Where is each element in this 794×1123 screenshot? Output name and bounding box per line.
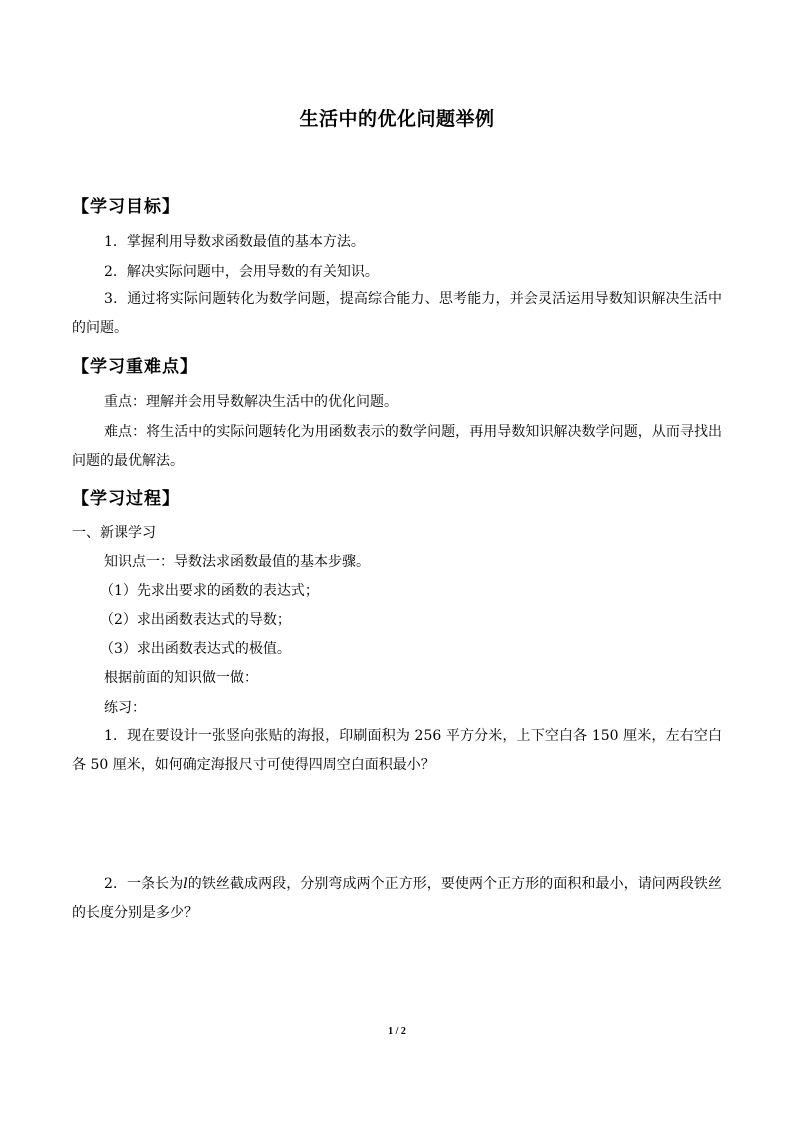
exercise-2-text bbox=[72, 870, 722, 928]
process-heading: 【学习过程】 bbox=[72, 489, 180, 509]
objective-item-3: 3．通过将实际问题转化为数学问题，提高综合能力、思考能力，并会灵活运用导数知识解决生活中的问题。 bbox=[72, 291, 722, 336]
page-number: 1 / 2 bbox=[388, 1026, 406, 1037]
objectives-heading: 【学习目标】 bbox=[72, 197, 180, 217]
step-3: （3）求出函数表达式的极值。 bbox=[100, 641, 291, 657]
exercise-2-after: 的铁丝截成两段，分别弯成两个正方形，要使两个正方形的面积和最小，请问两段铁丝的长度分别是多少？ bbox=[72, 876, 722, 921]
key-points-heading: 【学习重难点】 bbox=[72, 357, 198, 377]
exercise-2-before: 2．一条长为 bbox=[104, 876, 184, 892]
knowledge-point-text: 知识点一：导数法求函数最值的基本步骤。 bbox=[104, 554, 370, 570]
objective-item-1: 1．掌握利用导数求函数最值的基本方法。 bbox=[104, 234, 365, 250]
step-1: （1）先求出要求的函数的表达式； bbox=[100, 583, 319, 599]
exercise-1-text: 1．现在要设计一张竖向张贴的海报，印刷面积为 256 平方分米，上下空白各 150 厘米，左右空白各 50 厘米，如何确定海报尺寸可使得四周空白面积最小？ bbox=[72, 728, 722, 773]
part-one-label: 一、新课学习 bbox=[72, 525, 156, 541]
prompt-text: 根据前面的知识做一做： bbox=[104, 670, 258, 686]
exercise-2-variable: l bbox=[183, 876, 188, 892]
exercise-label: 练习： bbox=[104, 700, 146, 716]
key-point-text: 重点：理解并会用导数解决生活中的优化问题。 bbox=[104, 394, 398, 410]
difficulty-text: 难点：将生活中的实际问题转化为用函数表示的数学问题，再用导数知识解决数学问题，从而寻找出问题的最优解法。 bbox=[72, 424, 722, 469]
document-title: 生活中的优化问题举例 bbox=[299, 108, 495, 130]
step-2: （2）求出函数表达式的导数； bbox=[100, 612, 291, 628]
objective-item-2: 2．解决实际问题中，会用导数的有关知识。 bbox=[104, 264, 379, 280]
